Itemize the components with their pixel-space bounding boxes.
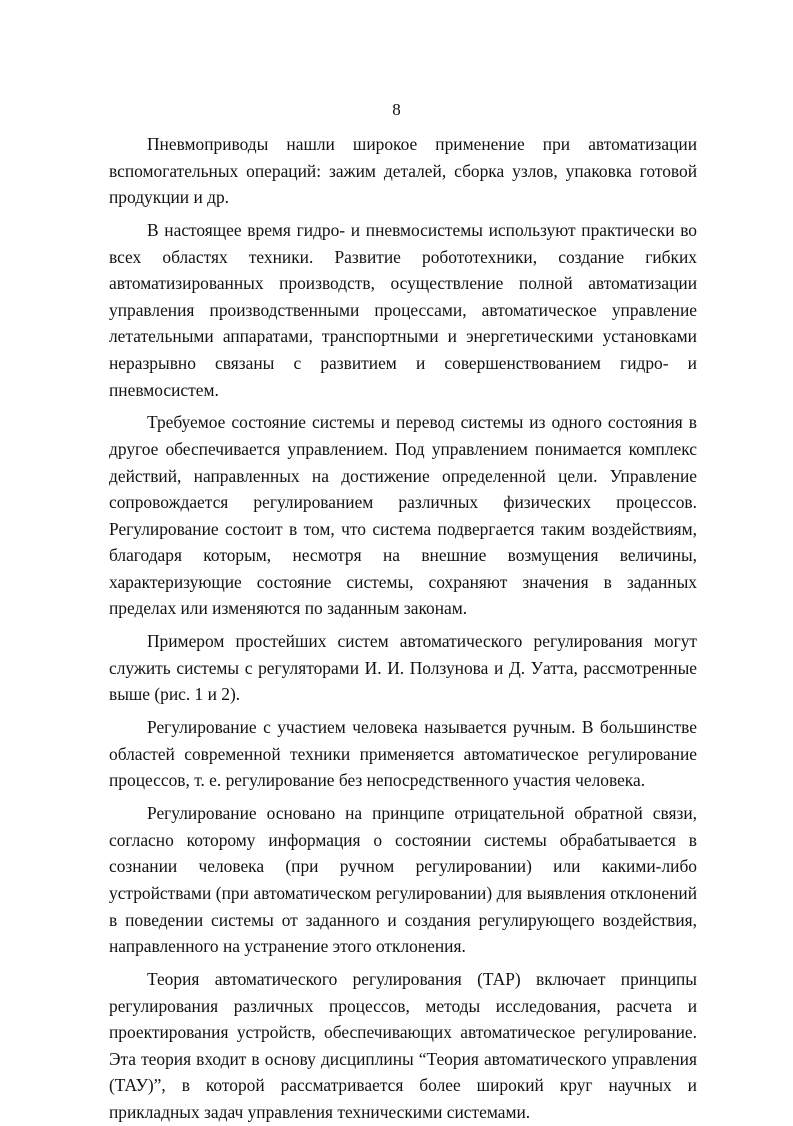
body-text [109,131,697,1126]
paragraph-simple-regulation-examples: Примером простейших систем автоматического регулирования могут служить системы с регуляторами И. И. Ползунова и Д. Уатта, рассмотренные выше (рис. 1 и 2). [109,631,697,705]
paragraph-negative-feedback: Регулирование основано на принципе отрицательной обратной связи, согласно которому информация о состоянии системы обрабатывается в сознании человека (при ручном регулировании) или какими-либо устройствами (при автоматическом регулировании) для выявления отклонений в поведении системы от заданного и создания регулирующего воздействия, направленного на устранение этого отклонения. [109,803,697,957]
paragraph-hydro-pneumo-systems: В настоящее время гидро- и пневмосистемы используют практически во всех областях техники. Развитие робототехники, создание гибких автоматизированных производств, осуществление полной автоматизации управления производственными процессами, автоматическое управление летательными аппаратами, транспортными и энергетическими установками неразрывно связаны с развитием и совершенствованием гидро- и пневмосистем. [109,219,697,400]
paragraph-regulation-theory: Теория автоматического регулирования (ТАР) включает принципы регулирования различных процессов, методы исследования, расчета и проектирования устройств, обеспечивающих автоматическое регулирование. Эта теория входит в основу дисциплины “Теория автоматического управления (ТАУ)”, в которой рассматривается более широкий круг научных и прикладных задач управления техническими системами. [109,968,697,1122]
page-number: 8 [392,100,401,119]
paragraph-control-definition: Требуемое состояние системы и перевод системы из одного состояния в другое обеспечивается управлением. Под управлением понимается комплекс действий, направленных на достижение определенной цели. Управление сопровождается регулированием различных физических процессов. Регулирование состоит в том, что система подвергается таким воздействиям, благодаря которым, несмотря на внешние возмущения величины, характеризующие состояние системы, сохраняют значения в заданных пределах или изменяются по заданным законам. [109,412,697,619]
paragraph-pneumatic-drives: Пневмоприводы нашли широкое применение при автоматизации вспомогательных операций: зажим деталей, сборка узлов, упаковка готовой продукции и др. [109,134,697,208]
paragraph-manual-automatic-regulation: Регулирование с участием человека называется ручным. В большинстве областей современной техники применяется автоматическое регулирование процессов, т. е. регулирование без непосредственного участия человека. [109,717,697,791]
